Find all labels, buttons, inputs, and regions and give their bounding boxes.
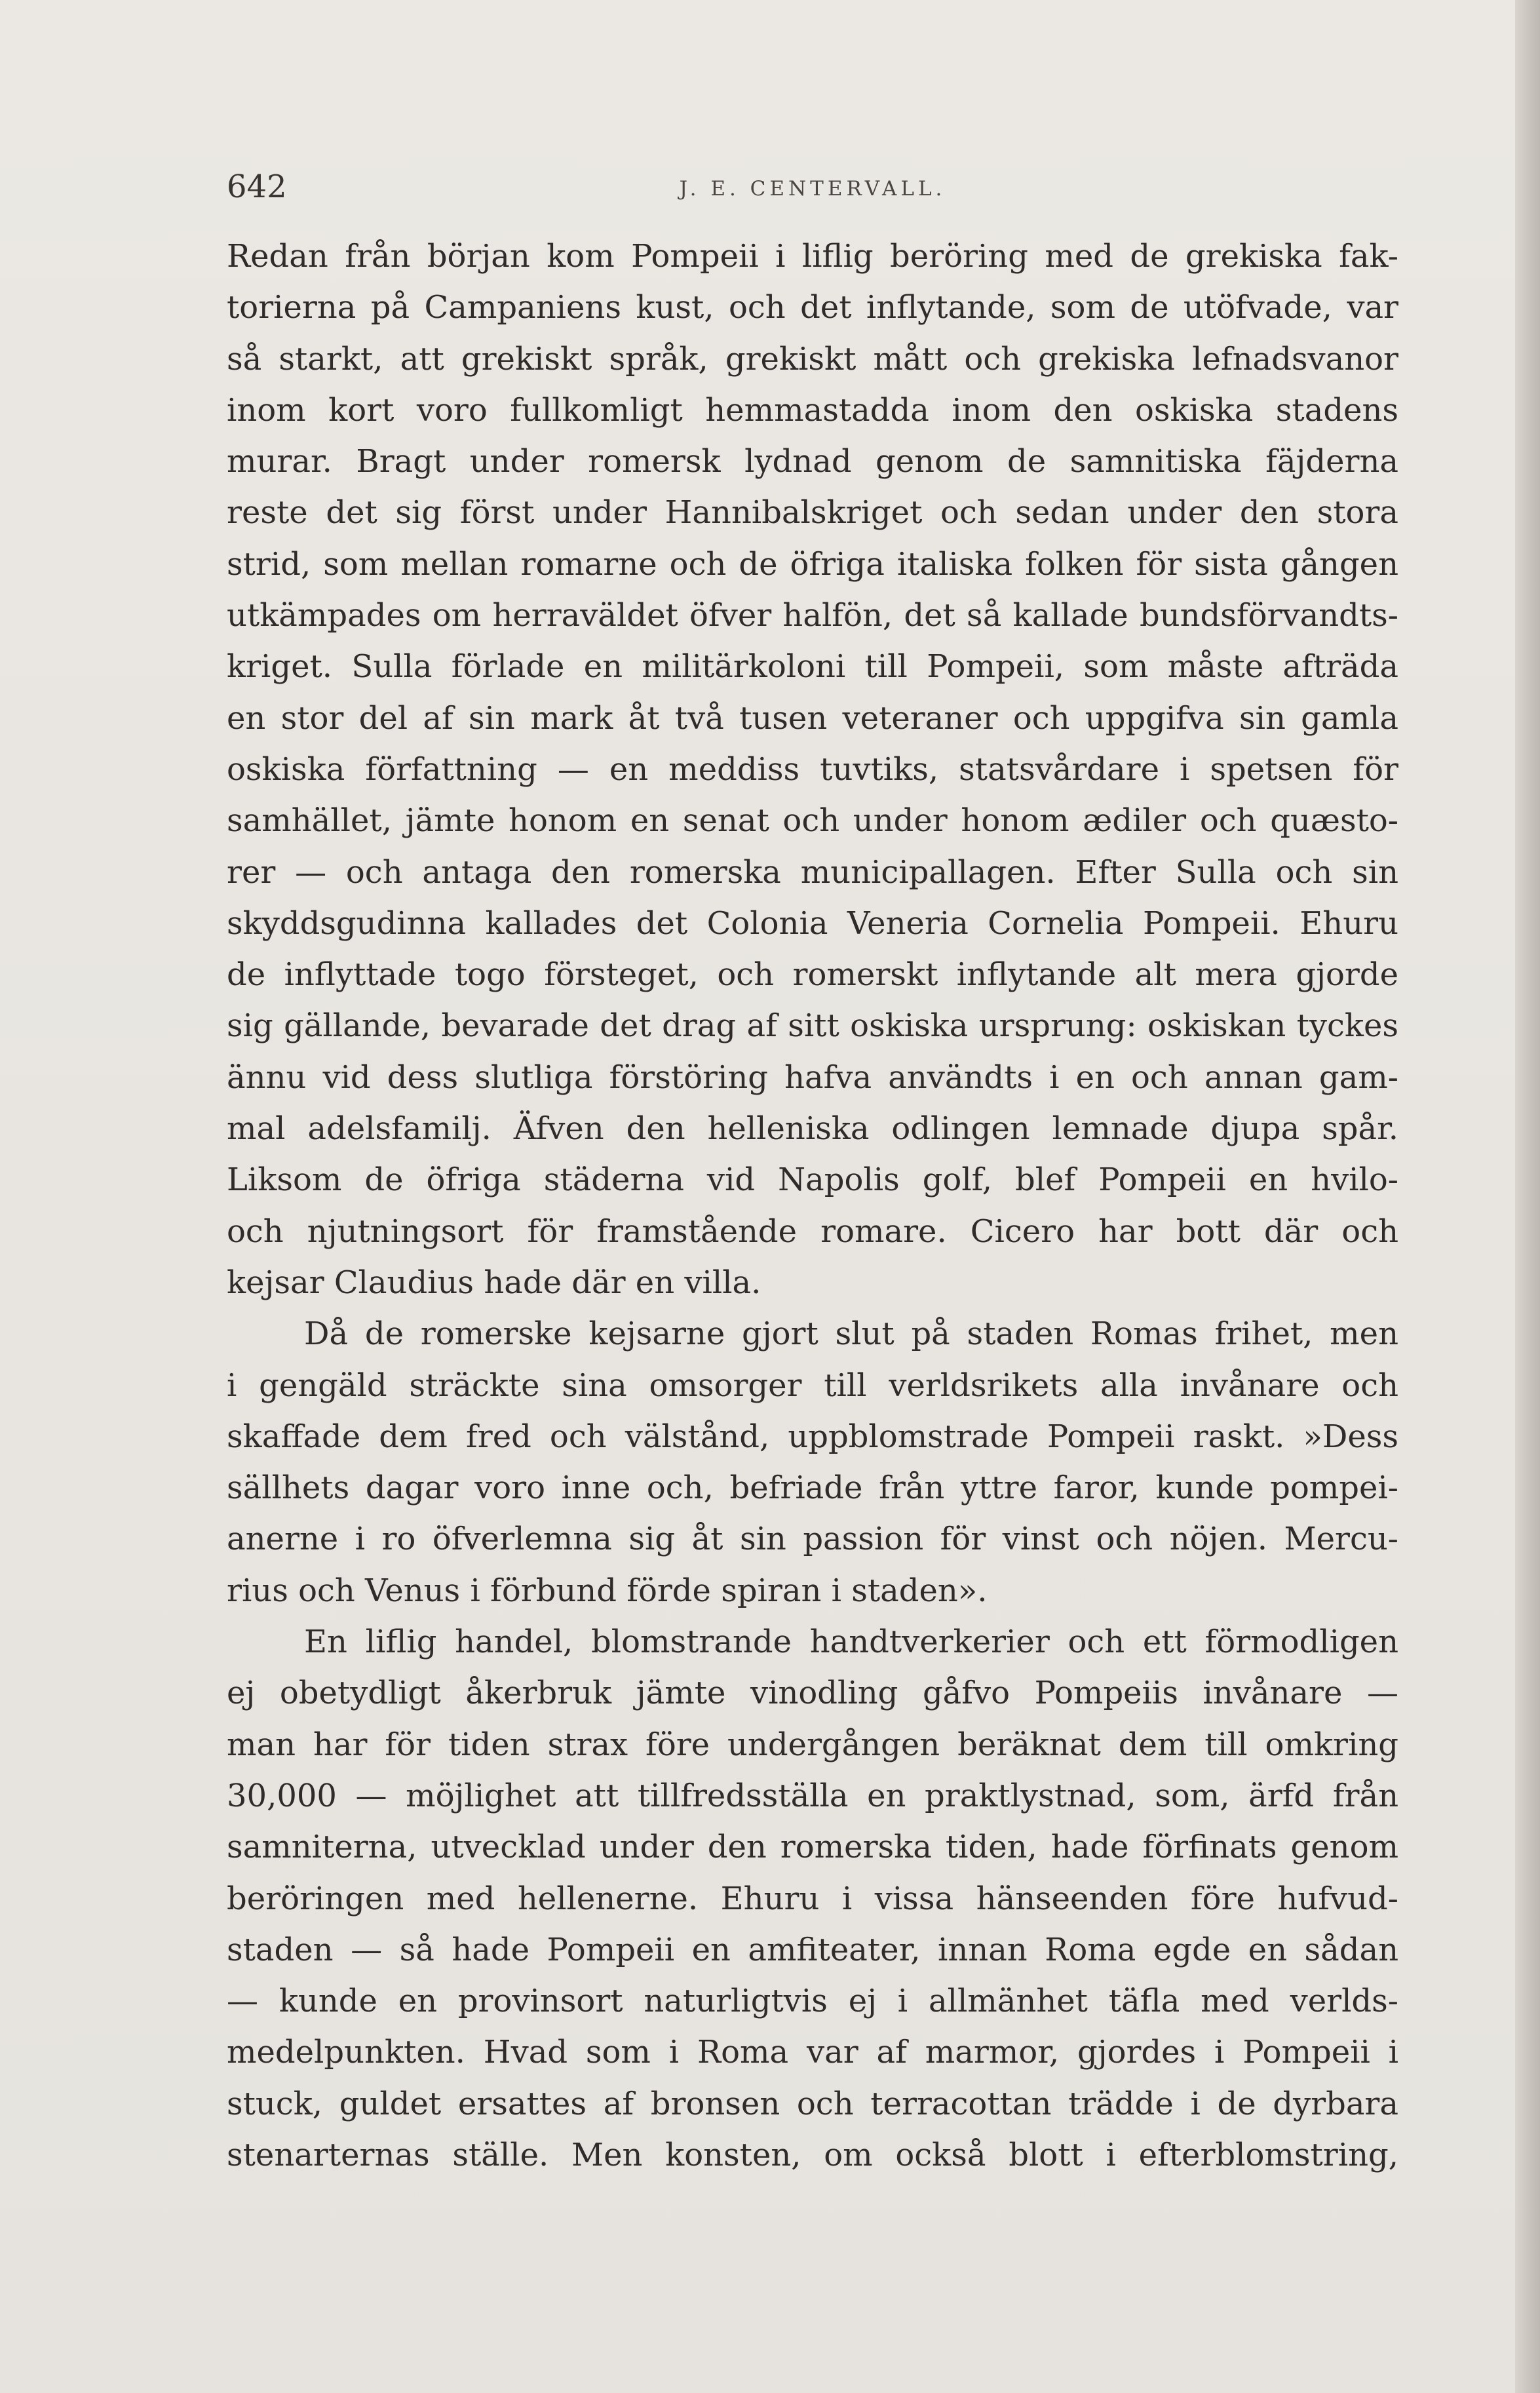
text-line: en stor del af sin mark åt två tusen veteraner och uppgifva sin gamla	[227, 699, 1398, 737]
text-line: strid, som mellan romarne och de öfriga italiska folken för sista gången	[227, 545, 1398, 583]
text-line: Redan från början kom Pompeii i liflig beröring med de grekiska fak-	[227, 238, 1398, 275]
text-line: sig gällande, bevarade det drag af sitt oskiska ursprung: oskiskan tyckes	[227, 1007, 1398, 1045]
text-line: reste det sig först under Hannibalskriget och sedan under den stora	[227, 494, 1398, 532]
text-line: utkämpades om herraväldet öfver halfön, det så kallade bundsförvandts-	[227, 597, 1398, 634]
paragraph-start-line: Då de romerske kejsarne gjort slut på staden Romas frihet, men	[304, 1315, 1398, 1353]
paragraph-start-line: En liflig handel, blomstrande handtverkerier och ett förmodligen	[304, 1624, 1398, 1661]
running-head: J. E. CENTERVALL.	[679, 177, 946, 201]
text-line: — kunde en provinsort naturligtvis ej i allmänhet täfla med verlds-	[227, 1983, 1398, 2020]
text-line: samniterna, utvecklad under den romerska tiden, hade förfinats genom	[227, 1829, 1398, 1866]
text-line: stuck, guldet ersattes af bronsen och terracottan trädde i de dyrbara	[227, 2085, 1398, 2122]
text-line: mal adelsfamilj. Äfven den helleniska odlingen lemnade djupa spår.	[227, 1110, 1398, 1148]
text-line: och njutningsort för framstående romare. Cicero har bott där och	[227, 1213, 1398, 1250]
text-line: skyddsgudinna kallades det Colonia Veneria Cornelia Pompeii. Ehuru	[227, 905, 1398, 942]
text-line: inom kort voro fullkomligt hemmastadda inom den oskiska stadens	[227, 391, 1398, 429]
text-line: ej obetydligt åkerbruk jämte vinodling gåfvo Pompeiis invånare —	[227, 1675, 1398, 1712]
text-line: kriget. Sulla förlade en militärkoloni till Pompeii, som måste afträda	[227, 648, 1398, 686]
text-line: 30,000 — möjlighet att tillfredsställa en praktlystnad, som, ärfd från	[227, 1777, 1398, 1814]
text-line: beröringen med hellenerne. Ehuru i vissa hänseenden före hufvud-	[227, 1880, 1398, 1917]
text-line: de inflyttade togo försteget, och romerskt inflytande alt mera gjorde	[227, 956, 1398, 994]
text-line: medelpunkten. Hvad som i Roma var af marmor, gjordes i Pompeii i	[227, 2034, 1398, 2071]
text-line: anerne i ro öfverlemna sig åt sin passion för vinst och nöjen. Mercu-	[227, 1521, 1398, 1558]
text-line: stenarternas ställe. Men konsten, om också blott i efterblomstring,	[227, 2136, 1398, 2173]
text-line: torierna på Campaniens kust, och det inflytande, som de utöfvade, var	[227, 289, 1398, 326]
text-line: i gengäld sträckte sina omsorger till verldsrikets alla invånare och	[227, 1367, 1398, 1404]
text-line: skaffade dem fred och välstånd, uppblomstrade Pompeii raskt. »Dess	[227, 1418, 1398, 1455]
text-line: så starkt, att grekiskt språk, grekiskt mått och grekiska lefnadsvanor	[227, 340, 1398, 378]
page-number: 642	[227, 168, 287, 205]
paragraph-end-line: kejsar Claudius hade där en villa.	[227, 1264, 761, 1301]
text-line: man har för tiden strax före undergången beräknat dem till omkring	[227, 1726, 1398, 1763]
text-line: samhället, jämte honom en senat och under honom ædiler och quæsto-	[227, 802, 1398, 840]
page-header	[227, 164, 1398, 210]
page-edge-shadow	[1515, 0, 1540, 2393]
text-line: staden — så hade Pompeii en amfiteater, innan Roma egde en sådan	[227, 1931, 1398, 1968]
text-line: oskiska författning — en meddiss tuvtiks, statsvårdare i spetsen för	[227, 750, 1398, 788]
body-text	[227, 231, 1398, 2181]
text-line: Liksom de öfriga städerna vid Napolis golf, blef Pompeii en hvilo-	[227, 1161, 1398, 1199]
paragraph-end-line: rius och Venus i förbund förde spiran i staden».	[227, 1572, 988, 1609]
text-line: ännu vid dess slutliga förstöring hafva användts i en och annan gam-	[227, 1059, 1398, 1096]
text-line: sällhets dagar voro inne och, befriade från yttre faror, kunde pompei-	[227, 1469, 1398, 1507]
text-line: murar. Bragt under romersk lydnad genom de samnitiska fäjderna	[227, 443, 1398, 480]
text-line: rer — och antaga den romerska municipallagen. Efter Sulla och sin	[227, 853, 1398, 891]
